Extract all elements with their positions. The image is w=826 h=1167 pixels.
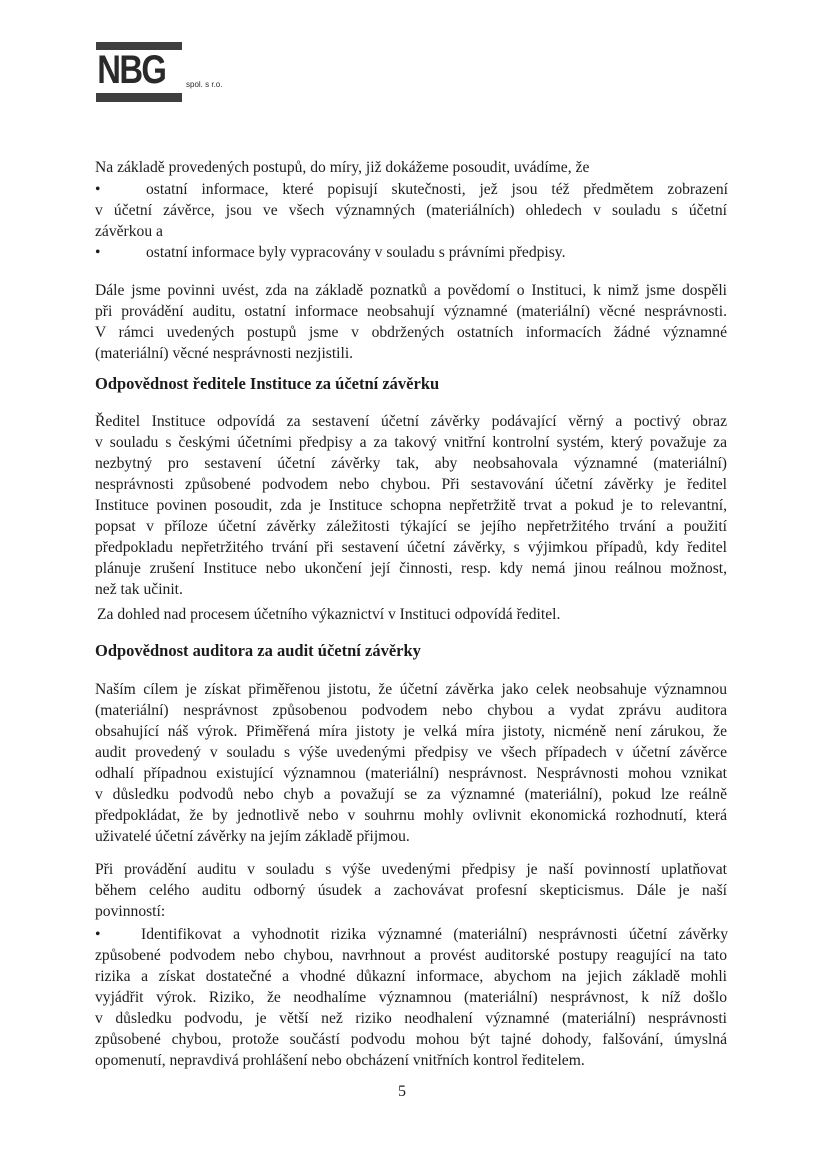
paragraph-line: v důsledku podvodů nebo chyb a považují se za významné (materiální), pokud lze reálně xyxy=(95,786,727,803)
page-number: 5 xyxy=(398,1083,406,1100)
paragraph-line: (materiální) nesprávnost způsobenou podvodem nebo chybou a vydat zprávu auditora xyxy=(95,702,727,719)
paragraph-line: Ředitel Instituce odpovídá za sestavení účetní závěrky podávající věrný a poctivý obraz xyxy=(95,413,727,430)
paragraph-line: v souladu s českými účetními předpisy a za takový vnitřní kontrolní systém, který považuje za xyxy=(95,434,727,451)
paragraph-bullet-line: Identifikovat a vyhodnotit rizika významné (materiální) nesprávnosti účetní závěrky xyxy=(141,926,728,943)
paragraph-line: Při provádění auditu v souladu s výše uvedenými předpisy je naší povinností uplatňovat xyxy=(95,861,727,878)
logo-mark: NBG xyxy=(97,48,166,92)
paragraph-line: způsobené chybou, protože součástí podvodu mohou být tajné dohody, falšování, úmyslná xyxy=(95,1031,727,1048)
bullet-icon: • xyxy=(95,926,101,943)
paragraph-line: uživatelé účetní závěrky na jejím základě přijmou. xyxy=(95,828,410,845)
intro-bullet2-line: ostatní informace byly vypracovány v souladu s právními předpisy. xyxy=(146,244,566,261)
intro-bullet1-line: závěrkou a xyxy=(95,223,163,240)
paragraph-line: předpokladu nepřetržitého trvání při sestavení účetní závěrky, s výjimkou případů, kdy ředitel xyxy=(95,539,727,556)
intro-bullet1-line: ostatní informace, které popisují skutečnosti, jež jsou též předmětem zobrazení xyxy=(146,181,728,198)
paragraph-line: během celého auditu odborný úsudek a zachovávat profesní skepticismus. Dále je naší xyxy=(95,882,727,899)
logo-bar-bottom xyxy=(96,93,182,102)
intro-line: Na základě provedených postupů, do míry, již dokážeme posoudit, uvádíme, že xyxy=(95,159,590,176)
paragraph-line: popsat v příloze účetní závěrky záležitosti týkající se jejího nepřetržitého trvání a použití xyxy=(95,518,727,535)
paragraph-line: (materiální) věcné nesprávnosti nezjistili. xyxy=(95,345,354,362)
paragraph-line: vyjádřit výrok. Riziko, že neodhalíme významnou (materiální) nesprávnost, k níž došlo xyxy=(95,989,727,1006)
paragraph-line: plánuje zrušení Instituce nebo ukončení její činnosti, resp. kdy nemá jinou reálnou možnost, xyxy=(95,560,727,577)
section-heading-director: Odpovědnost ředitele Instituce za účetní závěrku xyxy=(95,374,440,393)
paragraph-line: v důsledku podvodu, je větší než riziko neodhalení významné (materiální) nesprávnosti xyxy=(95,1010,727,1027)
paragraph-line: Naším cílem je získat přiměřenou jistotu, že účetní závěrka jako celek neobsahuje významnou xyxy=(95,681,727,698)
paragraph-line: audit provedený v souladu s výše uvedenými předpisy ve všech případech v účetní závěrce xyxy=(95,744,727,761)
paragraph-line: předpokládat, že by jednotlivě nebo v souhrnu mohly ovlivnit ekonomická rozhodnutí, která xyxy=(95,807,727,824)
paragraph-line: nesprávnosti způsobené podvodem nebo chybou. Při sestavování účetní závěrky je ředitel xyxy=(95,476,727,493)
paragraph-line: způsobené podvodem nebo chybou, navrhnout a provést auditorské postupy reagující na tato xyxy=(95,947,727,964)
bullet-icon: • xyxy=(95,181,101,198)
paragraph-line: obsahující náš výrok. Přiměřená míra jistoty je velká míra jistoty, nicméně není zárukou, že xyxy=(95,723,727,740)
paragraph-line: než tak učinit. xyxy=(95,581,183,598)
bullet-icon: • xyxy=(95,244,101,261)
paragraph-line: V rámci uvedených postupů jsme v obdržených ostatních informacích žádné významné xyxy=(95,324,727,341)
paragraph-line: Dále jsme povinni uvést, zda na základě poznatků a povědomí o Instituci, k nimž jsme dospěli xyxy=(95,282,727,299)
paragraph-line: opomenutí, nepravdivá prohlášení nebo obcházení vnitřních kontrol ředitelem. xyxy=(95,1052,585,1069)
paragraph-line: Instituce povinen posoudit, zda je Instituce schopna nepřetržitě trvat a pokud je to relevantní, xyxy=(95,497,727,514)
paragraph-line: povinností: xyxy=(95,903,166,920)
paragraph-line: nezbytný pro sestavení účetní závěrky tak, aby neobsahovala významné (materiální) xyxy=(95,455,727,472)
paragraph-line: rizika a získat dostatečné a vhodné důkazní informace, abychom na jejich základě mohli xyxy=(95,968,727,985)
intro-bullet1-line: v účetní závěrce, jsou ve všech významných (materiálních) ohledech v souladu s účetní xyxy=(95,202,727,219)
section-heading-auditor: Odpovědnost auditora za audit účetní závěrky xyxy=(95,641,421,660)
paragraph-line: odhalí případnou existující významnou (materiální) nesprávnost. Nesprávnosti mohou vznikat xyxy=(95,765,727,782)
paragraph-line: Za dohled nad procesem účetního výkaznictví v Instituci odpovídá ředitel. xyxy=(97,606,561,623)
nbg-logo xyxy=(96,42,246,106)
logo-subtitle: spol. s r.o. xyxy=(186,80,223,89)
paragraph-line: při provádění auditu, ostatní informace neobsahují významné (materiální) věcné nesprávnosti. xyxy=(95,303,727,320)
